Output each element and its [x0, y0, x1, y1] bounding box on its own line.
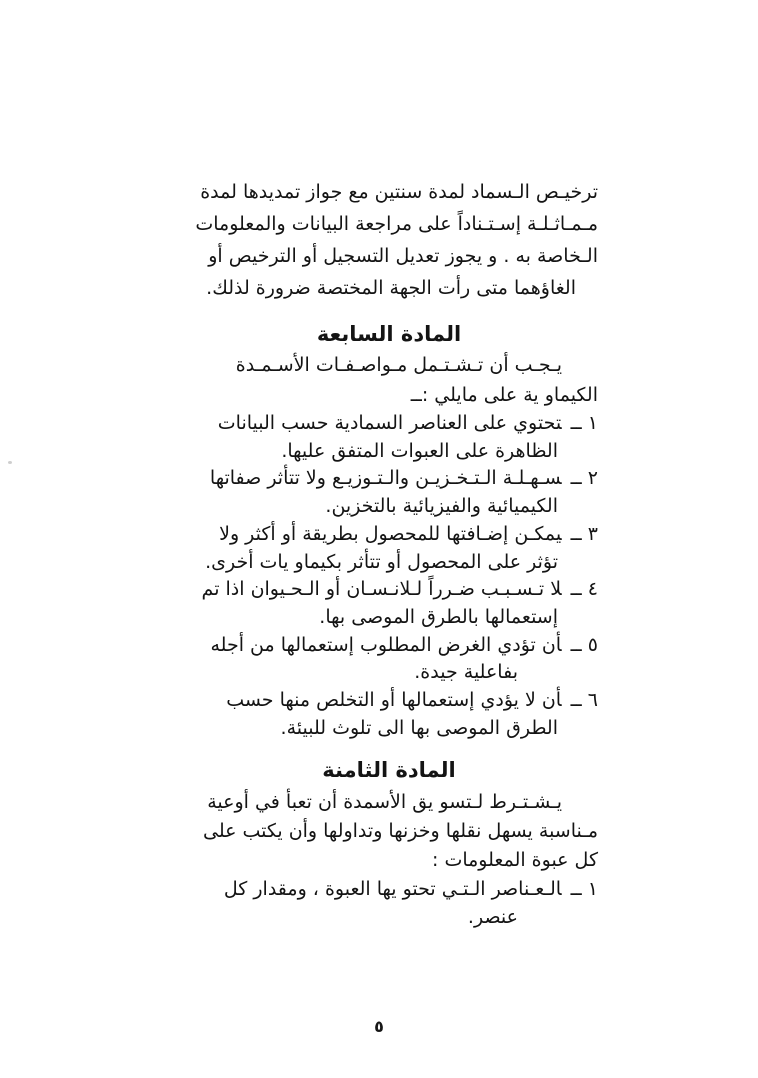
item-text: أن تؤدي الغرض المطلوب إستعمالها من أجله	[210, 633, 562, 656]
text-line: إستعمالها بالطرق الموصى بها.	[319, 605, 558, 628]
item-number: ٤ ــ	[570, 578, 598, 601]
text-line	[180, 410, 598, 438]
article-seven-intro	[180, 350, 598, 410]
text-line: مـناسبة يسهل نقلها وخزنها وتداولها وأن يكتب على	[202, 820, 598, 843]
page-number: ٥	[374, 1017, 384, 1036]
list-item	[180, 576, 598, 631]
item-number: ١ ــ	[570, 878, 598, 901]
item-text: سـهـلـة الـتـخـزيـن والـتـوزيـع ولا تتأثر صفاتها	[209, 467, 562, 490]
text-line: ترخيـص الـسماد لمدة سنتين مع جواز تمديدها لمدة	[200, 181, 598, 203]
text-line	[180, 687, 598, 715]
text-line: بفاعلية جيدة.	[414, 661, 518, 684]
intro-paragraph	[180, 176, 598, 304]
text-line: الغاؤهما متى رأت الجهة المختصة ضرورة لذلك.	[206, 277, 576, 299]
text-line	[180, 521, 598, 549]
item-number: ٣ ــ	[570, 522, 598, 545]
text-line	[180, 875, 598, 903]
text-line	[180, 576, 598, 604]
item-number: ١ ــ	[570, 412, 598, 434]
text-line: الكيميائية والفيزيائية بالتخزين.	[325, 495, 558, 518]
article-eight-items	[180, 875, 598, 931]
item-text: تحتوي على العناصر السمادية حسب البيانات	[217, 412, 562, 434]
item-number: ٢ ــ	[570, 467, 598, 490]
article-seven-items	[180, 410, 598, 742]
text-line: الظاهرة على العبوات المتفق عليها.	[281, 439, 558, 462]
list-item	[180, 521, 598, 576]
text-line: تؤثر على المحصول أو تتأثر بكيماو يات أخرى.	[205, 550, 558, 573]
text-line	[180, 632, 598, 660]
item-text: أن لا يؤدي إستعمالها أو التخلص منها حسب	[226, 689, 562, 712]
item-text: لا تـسـبـب ضـرراً لـلانـسـان أو الـحـيوان اذا تم	[201, 578, 562, 601]
item-text: الـعـناصر الـتـي تحتو يها العبوة ، ومقدار كل	[223, 878, 562, 901]
text-line	[180, 465, 598, 493]
text-line: يـشـتـرط لـتسو يق الأسمدة أن تعبأ في أوعية	[207, 791, 562, 814]
item-number: ٦ ــ	[570, 689, 598, 712]
text-line: عنصر.	[467, 906, 518, 929]
text-line: الـخاصة به . و يجوز تعديل التسجيل أو الترخيص أو	[208, 245, 598, 267]
text-line: الكيماو ية على مايلي :ــ	[410, 384, 598, 406]
scan-artifact-speck	[8, 461, 12, 464]
item-number: ٥ ــ	[570, 633, 598, 656]
article-eight-intro	[180, 788, 598, 875]
article-seven-heading: المادة السابعة	[316, 322, 462, 346]
list-item	[180, 875, 598, 931]
list-item	[180, 410, 598, 465]
list-item	[180, 687, 598, 742]
item-text: يمكـن إضـافتها للمحصول بطريقة أو أكثر ولا	[219, 522, 562, 545]
list-item	[180, 465, 598, 520]
text-line: كل عبوة المعلومات :	[432, 849, 598, 872]
text-line: يـجـب أن تـشـتـمل مـواصـفـات الأسـمـدة	[235, 354, 562, 376]
text-block	[180, 176, 598, 931]
list-item	[180, 632, 598, 687]
article-eight-heading: المادة الثامنة	[322, 758, 456, 783]
text-line: مـمـاثـلـة إسـتـناداً على مراجعة البيانات والمعلومات	[195, 213, 598, 235]
text-line: الطرق الموصى بها الى تلوث للبيئة.	[280, 716, 558, 739]
